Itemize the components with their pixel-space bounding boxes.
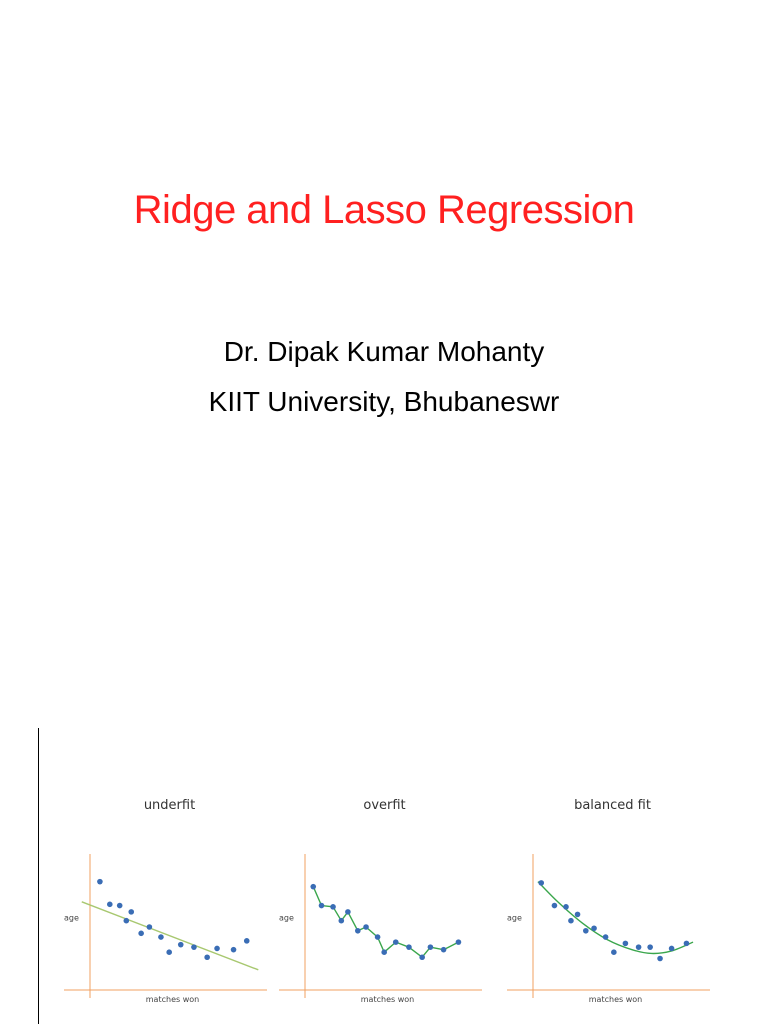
fit-line (82, 902, 259, 970)
data-point (428, 944, 434, 950)
data-point (138, 931, 144, 937)
data-point (178, 942, 184, 948)
y-axis-label: age (64, 913, 79, 923)
data-point (158, 934, 164, 940)
data-point (231, 947, 237, 953)
plot-overfit (277, 788, 492, 1024)
x-axis-label: matches won (588, 995, 643, 1004)
data-point (107, 902, 113, 908)
data-point (568, 918, 574, 924)
data-point (603, 934, 609, 940)
author-affiliation: KIIT University, Bhubaneswr (208, 386, 560, 417)
data-point (552, 903, 558, 909)
data-point (636, 944, 642, 950)
panel-title-balanced-fit: balanced fit (574, 798, 651, 813)
data-point (117, 903, 123, 909)
data-point (381, 949, 387, 955)
data-point (441, 947, 447, 953)
data-point (575, 912, 581, 918)
data-point (204, 954, 210, 960)
panel-title-overfit: overfit (363, 798, 406, 813)
panel-balanced-fit (505, 788, 720, 1024)
data-point (166, 949, 172, 955)
author-name: Dr. Dipak Kumar Mohanty (223, 336, 545, 367)
data-point (355, 928, 361, 934)
data-point (147, 924, 153, 930)
data-point (419, 954, 425, 960)
figure-left-border (38, 728, 39, 1024)
data-point (393, 939, 399, 945)
plot-underfit (62, 788, 277, 1024)
data-point (375, 934, 381, 940)
y-axis-label: age (279, 913, 294, 923)
data-point (191, 944, 197, 950)
panel-underfit (62, 788, 277, 1024)
data-point (611, 949, 617, 955)
slide-title: Ridge and Lasso Regression (133, 188, 635, 232)
data-point (345, 909, 351, 915)
data-point (310, 884, 316, 890)
fit-curve (313, 887, 458, 958)
data-point (563, 904, 569, 910)
data-point (538, 880, 544, 886)
plot-balanced-fit (505, 788, 720, 1024)
data-point (669, 946, 675, 952)
data-point (684, 941, 690, 947)
data-point (214, 946, 220, 952)
data-point (128, 909, 134, 915)
data-point (363, 924, 369, 930)
data-point (330, 904, 336, 910)
data-point (647, 944, 653, 950)
panel-overfit (277, 788, 492, 1024)
data-point (319, 903, 325, 909)
data-point (406, 944, 412, 950)
data-point (623, 941, 629, 947)
x-axis-label: matches won (145, 995, 200, 1004)
panel-title-underfit: underfit (143, 798, 196, 813)
data-point (456, 939, 462, 945)
data-point (591, 925, 597, 931)
fit-curve (538, 882, 693, 954)
x-axis-label: matches won (360, 995, 415, 1004)
data-point (339, 918, 345, 924)
data-point (583, 928, 589, 934)
y-axis-label: age (507, 913, 522, 923)
data-point (244, 938, 250, 944)
data-point (124, 918, 130, 924)
data-point (657, 956, 663, 962)
data-point (97, 879, 103, 885)
